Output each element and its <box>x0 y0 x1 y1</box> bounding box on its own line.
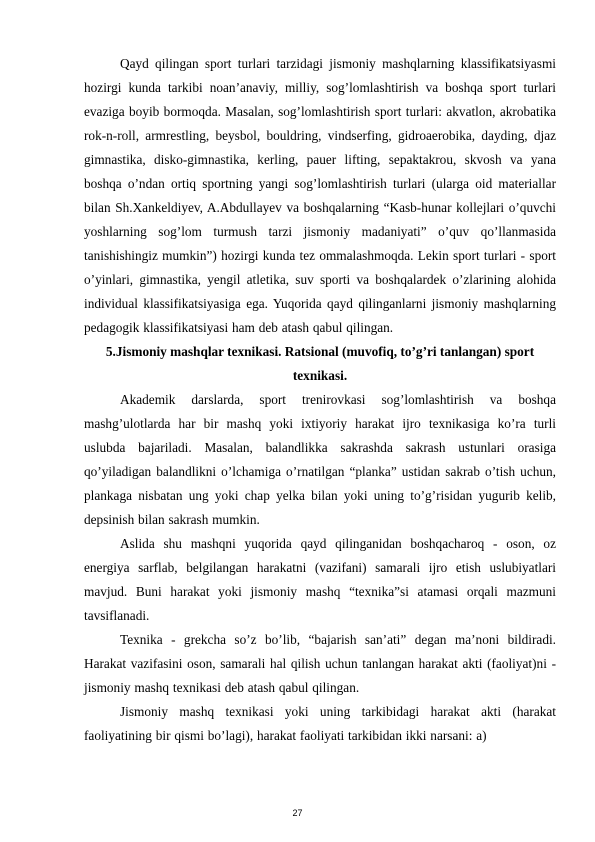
page-number: 27 <box>292 808 303 818</box>
paragraph-technique-composition: Jismoniy mashq texnikasi yoki uning tarkibidagi harakat akti (harakat faoliyatining bir qismi bo’lagi), harakat faoliyati tarkibidan ikki narsani: a) <box>84 704 556 743</box>
paragraph-classification: Qayd qilingan sport turlari tarzidagi jismoniy mashqlarning klassifikatsiyasmi hozirgi kunda tarkibi noan’anaviy, milliy, sog’lomlashtirish va boshqa sport turlari evaziga boyib bormoqda. Masalan, sog’lomlashtirish sport turlari: akvatlon, akrobatika rok-n-roll, armrestling, beysbol, bouldring, vindserfing, gidroaerobika, dayding, djaz gimnastika, disko-gimnastika, kerling, pauer lifting, sepaktakrou, skvosh va yana boshqa o’ndan ortiq sportning yangi sog’lomlashtirish turlari (ularga oid materiallar bilan Sh.Xankeldiyev, A.Abdullayev va boshqalarning “Kasb-hunar kollejlari o’quvchi yoshlarning sog’lom turmush tarzi jismoniy madaniyati” o’quv qo’llanmasida tanishishingiz mumkin”) hozirgi kunda tez ommalashmoqda. Lekin sport turlari - sport o’yinlari, gimnastika, yengil atletika, suv sporti va boshqalardek o’zlarining alohida individual klassifikatsiyasiga ega. Yuqorida qayd qilinganlarni jismoniy mashqlarning pedagogik klassifikatsiyasi ham deb atash qabul qilingan. <box>84 56 556 335</box>
document-page <box>84 52 556 748</box>
paragraph-technique-example: Akademik darslarda, sport trenirovkasi sog’lomlashtirish va boshqa mashg’ulotlarda har bir mashq yoki ixtiyoriy harakat ijro texnikasiga ko’ra turli uslubda bajariladi. Masalan, balandlikka sakrashda sakrash ustunlari orasiga qo’yiladigan balandlikni o’lchamiga o’rnatilgan “planka” ustidan sakrab o’tish uchun, plankaga nisbatan ung yoki chap yelka bilan yoki uning to’g’risidan yugurib kelib, depsinish bilan sakrash mumkin. <box>84 392 556 527</box>
section-heading: 5.Jismoniy mashqlar texnikasi. Ratsional (muvofiq, to’g’ri tanlangan) sport texnikasi. <box>105 344 535 383</box>
paragraph-technique-etymology: Texnika - grekcha so’z bo’lib, “bajarish san’ati” degan ma’noni bildiradi. Harakat vazifasini oson, samarali hal qilish uchun tanlangan harakat akti (faoliyat)ni - jismoniy mashq texnikasi deb atash qabul qilingan. <box>84 632 556 695</box>
paragraph-technique-definition: Aslida shu mashqni yuqorida qayd qilinganidan boshqacharoq - oson, oz energiya sarflab, belgilangan harakatni (vazifani) samarali ijro etish uslubiyatlari mavjud. Buni harakat yoki jismoniy mashq “texnika”si atamasi orqali mazmuni tavsiflanadi. <box>84 536 556 623</box>
